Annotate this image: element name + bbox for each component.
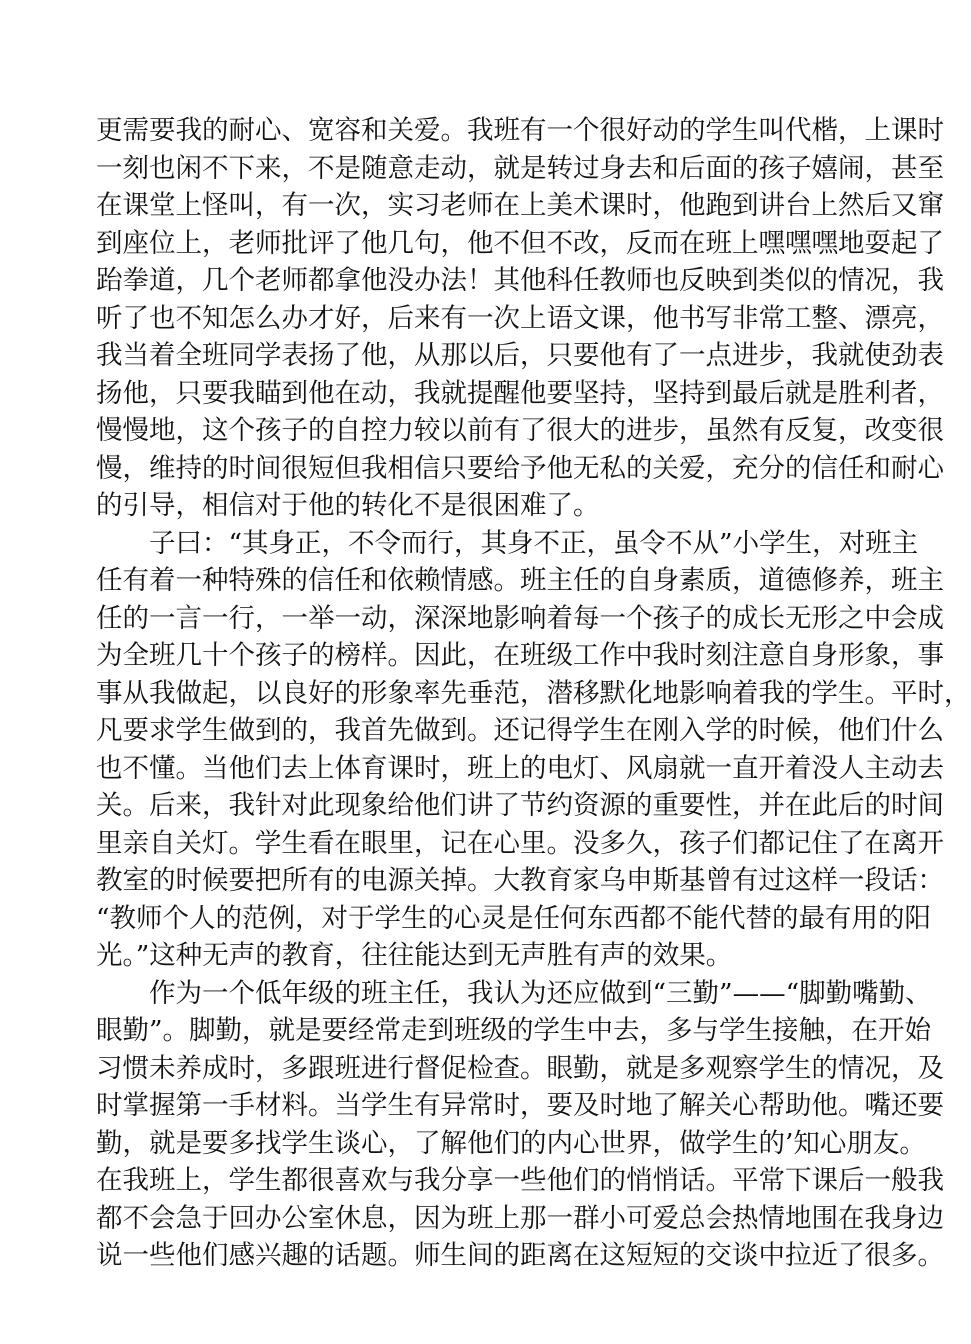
paragraph-start-line: 作为一个低年级的班主任，我认为还应做到“三勤”——“脚勤嘴勤、 [149, 977, 932, 1009]
text-line: 慢慢地，这个孩子的自控力较以前有了很大的进步，虽然有反复，改变很 [96, 415, 944, 446]
text-line: 在我班上，学生都很喜欢与我分享一些他们的悄悄话。平常下课后一般我 [96, 1165, 944, 1196]
text-line: 时掌握第一手材料。当学生有异常时，要及时地了解关心帮助他。嘴还要 [96, 1090, 944, 1121]
paragraph-start-line: 子曰：“其身正，不令而行，其身不正，虽令不从”小学生，对班主 [149, 527, 919, 559]
text-line: 任有着一种特殊的信任和依赖情感。班主任的自身素质，道德修养，班主 [96, 565, 944, 596]
paragraph-end-line: 的引导，相信对于他的转化不是很困难了。 [96, 490, 600, 521]
text-line: “教师个人的范例，对于学生的心灵是任何东西都不能代替的最有用的阳 [96, 902, 932, 934]
text-line: 到座位上，老师批评了他几句，他不但不改，反而在班上嘿嘿嘿地耍起了 [96, 227, 944, 259]
text-line: 跆拳道，几个老师都拿他没办法！其他科任教师也反映到类似的情况，我 [96, 265, 944, 296]
paragraph-end-line: 光。”这种无声的教育，往往能达到无声胜有声的效果。 [96, 940, 733, 971]
text-line: 教室的时候要把所有的电源关掉。大教育家乌申斯基曾有过这样一段话： [96, 865, 944, 896]
text-line: 为全班几十个孩子的榜样。因此，在班级工作中我时刻注意自身形象，事 [96, 640, 944, 671]
text-line: 事从我做起，以良好的形象率先垂范，潜移默化地影响着我的学生。平时， [96, 677, 971, 709]
paragraph-end-line: 说一些他们感兴趣的话题。师生间的距离在这短短的交谈中拉近了很多。 [96, 1240, 944, 1271]
text-line: 听了也不知怎么办才好，后来有一次上语文课，他书写非常工整、漂亮， [96, 302, 944, 334]
text-line: 都不会急于回办公室休息，因为班上那一群小可爱总会热情地围在我身边 [96, 1202, 944, 1234]
text-line: 勤，就是要多找学生谈心，了解他们的内心世界，做学生的’知心朋友。 [96, 1127, 926, 1159]
text-line: 更需要我的耐心、宽容和关爱。我班有一个很好动的学生叫代楷，上课时 [96, 115, 944, 146]
text-line: 我当着全班同学表扬了他，从那以后，只要他有了一点进步，我就使劲表 [96, 340, 944, 371]
body-text [96, 112, 971, 1275]
text-line: 眼勤”。脚勤，就是要经常走到班级的学生中去，多与学生接触，在开始 [96, 1015, 932, 1046]
text-line: 一刻也闲不下来，不是随意走动，就是转过身去和后面的孩子嬉闹，甚至 [96, 152, 944, 184]
text-line: 在课堂上怪叫，有一次，实习老师在上美术课时，他跑到讲台上然后又窜 [96, 190, 944, 221]
text-line: 慢，维持的时间很短但我相信只要给予他无私的关爱，充分的信任和耐心 [96, 452, 944, 484]
text-line: 任的一言一行，一举一动，深深地影响着每一个孩子的成长无形之中会成 [96, 602, 944, 634]
text-line: 关。后来，我针对此现象给他们讲了节约资源的重要性，并在此后的时间 [96, 790, 944, 821]
text-line: 习惯未养成时，多跟班进行督促检查。眼勤，就是多观察学生的情况，及 [96, 1052, 944, 1084]
text-line: 凡要求学生做到的，我首先做到。还记得学生在刚入学的时候，他们什么 [96, 715, 944, 746]
text-line: 也不懂。当他们去上体育课时，班上的电灯、风扇就一直开着没人主动去 [96, 752, 944, 784]
text-line: 扬他，只要我瞄到他在动，我就提醒他要坚持，坚持到最后就是胜利者， [96, 377, 944, 409]
text-line: 里亲自关灯。学生看在眼里，记在心里。没多久，孩子们都记住了在离开 [96, 827, 944, 859]
